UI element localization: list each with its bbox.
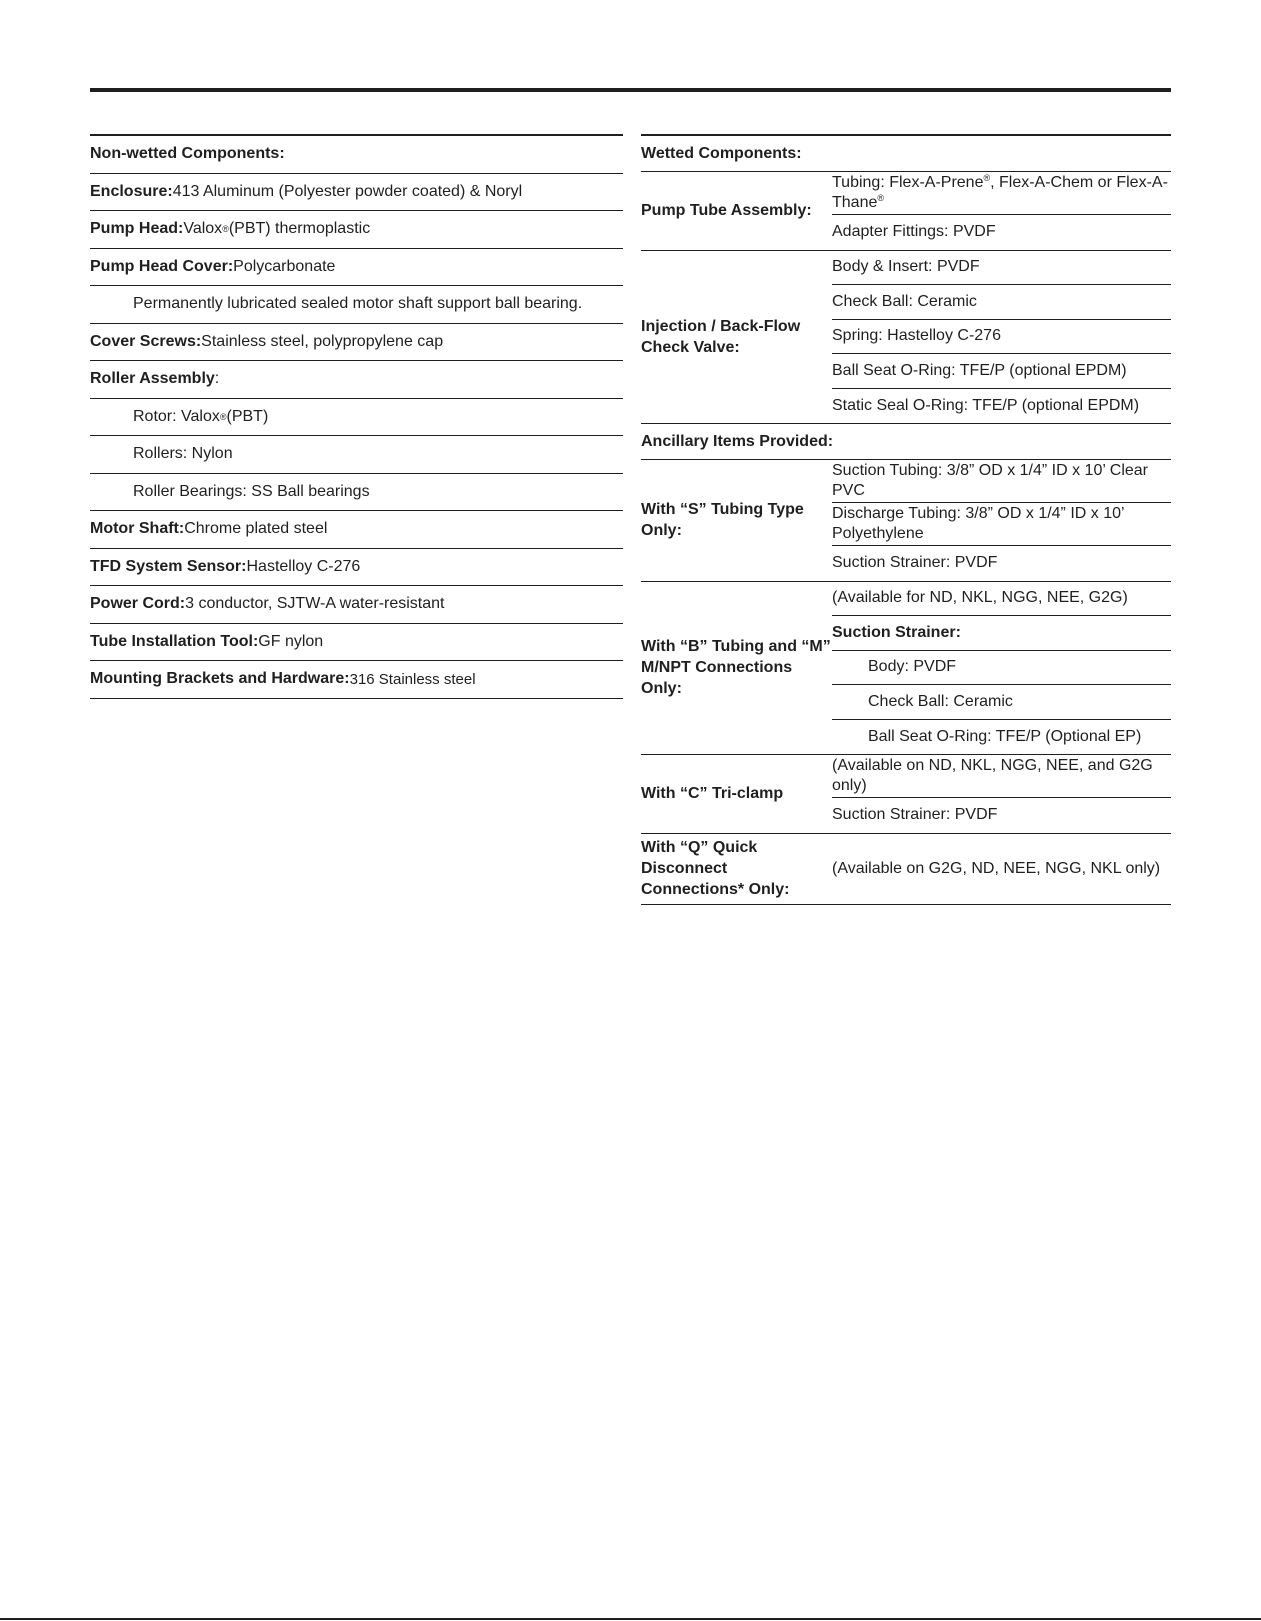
- group-item: Ball Seat O-Ring: TFE/P (Optional EP): [868, 727, 1142, 745]
- row-value: GF nylon: [258, 632, 324, 650]
- row-label: Pump Head Cover:: [90, 257, 234, 275]
- group-item: Check Ball: Ceramic: [832, 685, 1171, 720]
- group-item: Body: PVDF: [832, 651, 1171, 686]
- group-item: [832, 172, 1171, 215]
- roller-bearings-row: [90, 474, 623, 512]
- row-label: Mounting Brackets and Hardware:: [90, 670, 350, 688]
- group-item: Static Seal O-Ring: TFE/P (optional EPDM): [832, 396, 1140, 414]
- ancillary-header: [641, 424, 1171, 460]
- wetted-header-text: Wetted Components:: [641, 144, 802, 162]
- group-item: Ball Seat O-Ring: TFE/P (optional EPDM): [832, 354, 1171, 389]
- group-item: (Available on G2G, ND, NEE, NGG, NKL only): [832, 859, 1161, 877]
- row-label: Pump Head:: [90, 220, 184, 238]
- row-label: Cover Screws:: [90, 332, 202, 350]
- roller-assembly-row: [90, 361, 623, 399]
- row-value: :: [214, 370, 220, 388]
- row-label: TFD System Sensor:: [90, 557, 247, 575]
- ancillary-header-text: Ancillary Items Provided:: [641, 432, 834, 450]
- tubing-text: [832, 173, 1171, 213]
- row-text: Permanently lubricated sealed motor shaft support ball bearing.: [133, 295, 583, 313]
- row-text-cont: (PBT): [226, 407, 269, 425]
- power-cord-row: [90, 586, 623, 624]
- group-item: (Available on ND, NKL, NGG, NEE, and G2G only): [832, 755, 1171, 798]
- bottom-rule: [0, 1618, 1261, 1620]
- motor-shaft-row: [90, 511, 623, 549]
- group-item: Check Ball: Ceramic: [832, 285, 1171, 320]
- rollers-row: [90, 436, 623, 474]
- cover-screws-row: [90, 324, 623, 362]
- group-label: With “Q” Quick Disconnect Connections* Only:: [641, 839, 790, 898]
- top-rule: [90, 88, 1171, 92]
- group-item: Adapter Fittings: PVDF: [832, 223, 996, 241]
- group-item: Suction Strainer: PVDF: [832, 806, 998, 824]
- group-label: With “S” Tubing Type Only:: [641, 501, 804, 540]
- group-item: Spring: Hastelloy C-276: [832, 320, 1171, 355]
- row-label: Enclosure:: [90, 182, 173, 200]
- check-valve-group: [641, 251, 1171, 425]
- row-value: 316 Stainless steel: [349, 670, 476, 688]
- q-quick-group: [641, 834, 1171, 905]
- row-text: Rollers: Nylon: [133, 445, 233, 463]
- b-tubing-group: [641, 582, 1171, 756]
- group-label: With “B” Tubing and “M” M/NPT Connections Only:: [641, 638, 831, 698]
- enclosure-row: [90, 174, 623, 212]
- row-label: Power Cord:: [90, 595, 186, 613]
- s-tubing-group: [641, 460, 1171, 582]
- mounting-brackets-row: [90, 661, 623, 699]
- row-value: Stainless steel, polypropylene cap: [201, 332, 444, 350]
- tube-tool-row: [90, 624, 623, 662]
- tfd-sensor-row: [90, 549, 623, 587]
- group-label: Injection / Back-Flow Check Valve:: [641, 317, 801, 356]
- row-value: Hastelloy C-276: [246, 557, 361, 575]
- rotor-row: Rotor: Valox ® (PBT): [90, 399, 623, 437]
- row-label: Tube Installation Tool:: [90, 632, 259, 650]
- row-text: Rotor: Valox: [133, 407, 220, 425]
- group-item: Suction Strainer: PVDF: [832, 554, 998, 572]
- row-label: Roller Assembly: [90, 370, 215, 388]
- group-item: Suction Strainer:: [832, 616, 1171, 651]
- c-triclamp-group: [641, 755, 1171, 834]
- pump-tube-group: [641, 172, 1171, 251]
- wetted-components-table: [641, 134, 1171, 905]
- bearing-row: [90, 286, 623, 324]
- row-value: 413 Aluminum (Polyester powder coated) & Noryl: [172, 182, 523, 200]
- group-item: Body & Insert: PVDF: [832, 251, 1171, 286]
- row-value-cont: (PBT) thermoplastic: [228, 220, 371, 238]
- row-text: Roller Bearings: SS Ball bearings: [133, 482, 370, 500]
- group-label: Pump Tube Assembly:: [641, 202, 812, 220]
- group-item: Suction Tubing: 3/8” OD x 1/4” ID x 10’ Clear PVC: [832, 460, 1171, 503]
- row-value: Valox: [183, 220, 223, 238]
- tubing-text-a: Tubing: Flex-A-Prene: [832, 174, 984, 191]
- row-label: Motor Shaft:: [90, 520, 185, 538]
- group-label: With “C” Tri-clamp: [641, 785, 784, 803]
- wetted-header: [641, 136, 1171, 172]
- non-wetted-header: [90, 136, 623, 174]
- row-value: Chrome plated steel: [184, 520, 328, 538]
- group-item: (Available for ND, NKL, NGG, NEE, G2G): [832, 582, 1171, 617]
- tubing-text-b: , Flex-A-Chem or Flex-A-Thane: [832, 174, 1168, 211]
- group-item: Discharge Tubing: 3/8” OD x 1/4” ID x 10’ Polyethylene: [832, 503, 1171, 546]
- pump-head-row: Pump Head: Valox ® (PBT) thermoplastic: [90, 211, 623, 249]
- pump-head-cover-row: [90, 249, 623, 287]
- non-wetted-components-table: [90, 134, 623, 699]
- row-value: Polycarbonate: [233, 257, 336, 275]
- registered-mark: ®: [983, 173, 991, 183]
- row-value: 3 conductor, SJTW-A water-resistant: [185, 595, 445, 613]
- non-wetted-header-text: Non-wetted Components:: [90, 145, 285, 163]
- registered-mark: ®: [877, 193, 885, 203]
